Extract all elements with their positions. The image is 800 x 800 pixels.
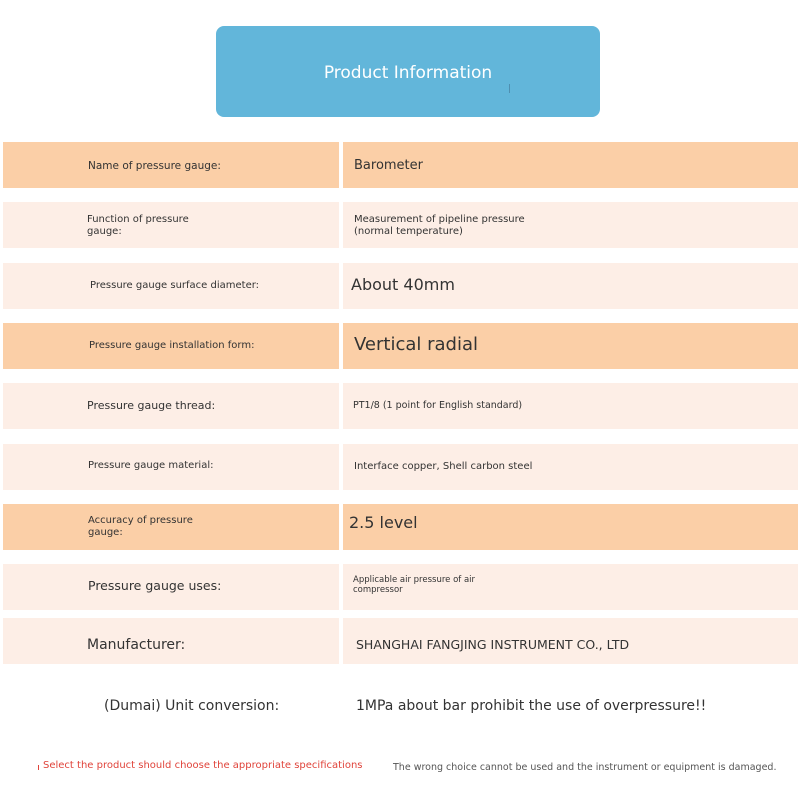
spec-label: Pressure gauge uses: <box>88 578 222 593</box>
spec-label: Manufacturer: <box>87 637 186 653</box>
spec-label-cell <box>3 323 339 369</box>
spec-row-accuracy <box>3 504 798 550</box>
spec-label-cell <box>3 383 339 429</box>
spec-value-cell <box>343 263 798 309</box>
spec-row-material <box>3 444 798 490</box>
spec-label-cell <box>3 142 339 188</box>
spec-row-manufacturer <box>3 618 798 664</box>
spec-label: (Dumai) Unit conversion: <box>104 698 280 714</box>
spec-value-cell <box>343 323 798 369</box>
spec-value: 2.5 level <box>349 513 418 532</box>
spec-value-cell <box>343 686 798 732</box>
spec-row-diameter <box>3 263 798 309</box>
selection-warning-note: Select the product should choose the appropriate specifications <box>43 760 363 771</box>
product-information-banner <box>216 26 600 117</box>
spec-label: Pressure gauge surface diameter: <box>90 280 260 291</box>
spec-value-cell <box>343 444 798 490</box>
spec-row-name <box>3 142 798 188</box>
spec-label: Pressure gauge thread: <box>87 399 216 412</box>
spec-value-cell <box>343 383 798 429</box>
spec-label-cell <box>3 564 339 610</box>
spec-label-cell <box>3 263 339 309</box>
spec-value-cell <box>343 202 798 248</box>
spec-row-installation <box>3 323 798 369</box>
spec-label-cell <box>3 202 339 248</box>
spec-value: Measurement of pipeline pressure (normal temperature) <box>354 214 525 237</box>
spec-row-function <box>3 202 798 248</box>
spec-label: Name of pressure gauge: <box>88 160 221 172</box>
spec-value-cell <box>343 564 798 610</box>
damage-warning-note: The wrong choice cannot be used and the instrument or equipment is damaged. <box>393 762 777 773</box>
spec-label-cell <box>3 504 339 550</box>
cursor-mark-icon <box>509 84 510 93</box>
spec-value-cell <box>343 618 798 664</box>
spec-value: PT1/8 (1 point for English standard) <box>353 400 523 411</box>
spec-label: Accuracy of pressure gauge: <box>88 515 193 538</box>
banner-title: Product Information <box>323 62 493 83</box>
spec-value: SHANGHAI FANGJING INSTRUMENT CO., LTD <box>356 637 630 652</box>
spec-label: Function of pressure gauge: <box>87 214 189 237</box>
spec-label-cell <box>3 618 339 664</box>
spec-value: Vertical radial <box>354 334 478 355</box>
note-marker-icon <box>38 765 39 770</box>
spec-row-thread <box>3 383 798 429</box>
spec-value: Applicable air pressure of air compressor <box>353 575 476 595</box>
spec-label-cell <box>3 444 339 490</box>
spec-value: 1MPa about bar prohibit the use of overpressure!! <box>356 698 707 714</box>
spec-label: Pressure gauge material: <box>88 460 214 471</box>
spec-value-cell <box>343 142 798 188</box>
spec-label: Pressure gauge installation form: <box>89 340 255 351</box>
spec-label-cell <box>3 686 339 732</box>
spec-value-cell <box>343 504 798 550</box>
spec-value: About 40mm <box>351 275 455 294</box>
spec-row-unit-conversion <box>3 686 798 732</box>
spec-value: Barometer <box>354 158 423 173</box>
spec-row-uses <box>3 564 798 610</box>
spec-value: Interface copper, Shell carbon steel <box>354 461 533 472</box>
